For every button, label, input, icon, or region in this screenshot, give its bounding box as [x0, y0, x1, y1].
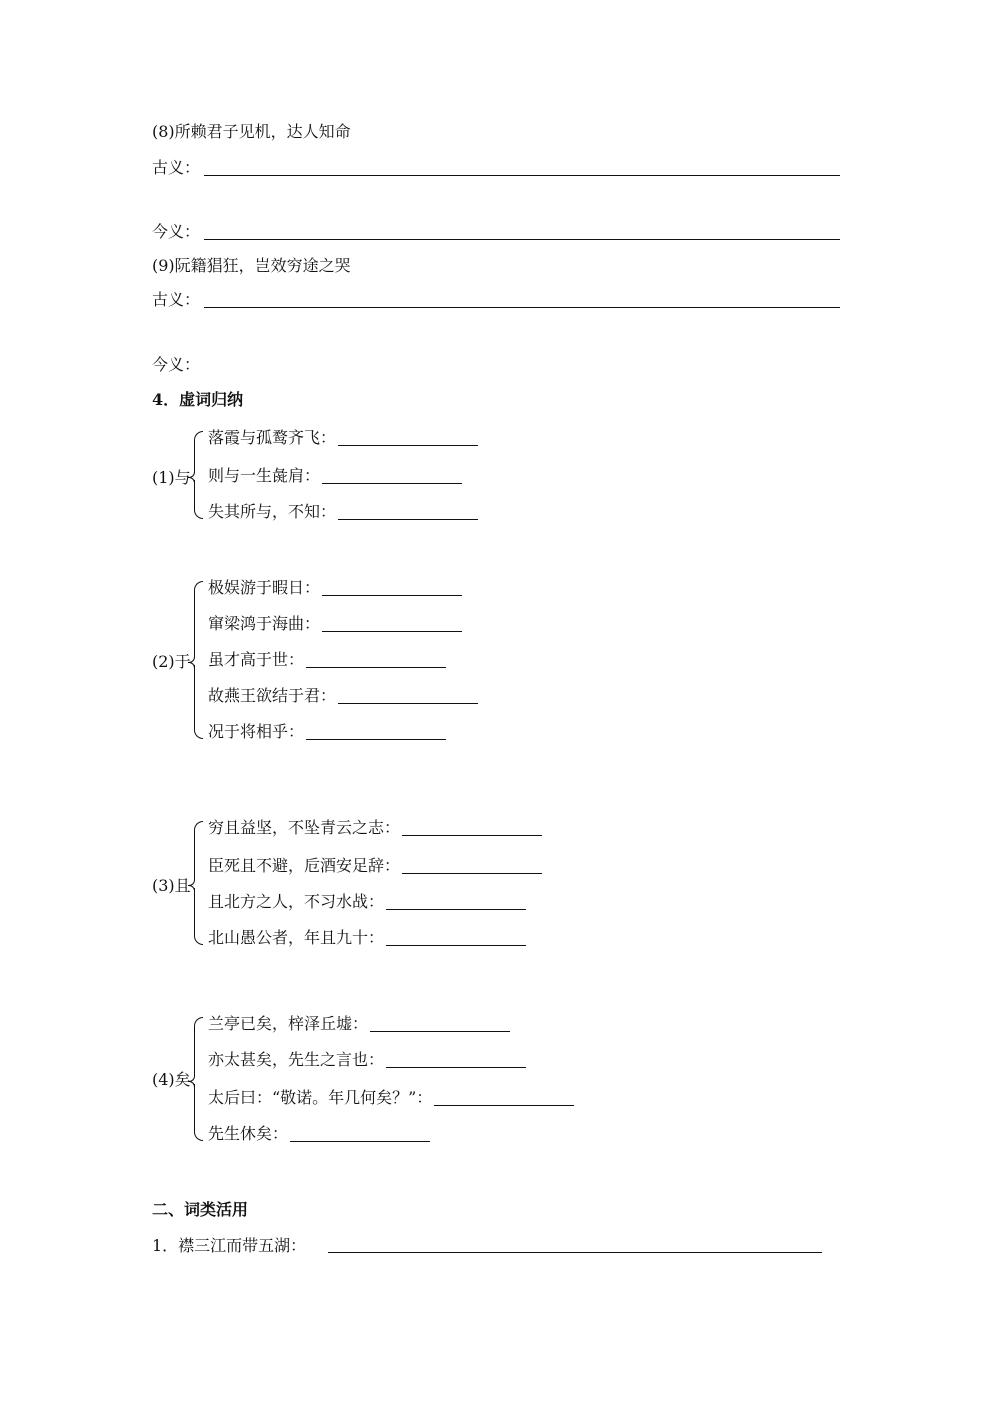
answer-blank[interactable]	[338, 703, 478, 704]
group-item: 太后曰：“敬诺。年几何矣？”：	[208, 1088, 574, 1108]
group-label: (3)且	[152, 876, 191, 895]
group-item: 兰亭已矣，梓泽丘墟：	[208, 1014, 510, 1034]
answer-blank[interactable]	[402, 873, 542, 874]
group-label: (4)矣	[152, 1070, 191, 1089]
answer-blank[interactable]	[322, 483, 462, 484]
answer-blank[interactable]	[434, 1105, 574, 1106]
q8-ancient-meaning-label: 古义：	[152, 158, 201, 177]
group-item: 先生休矣：	[208, 1124, 430, 1144]
group-item: 落霞与孤鹜齐飞：	[208, 428, 478, 448]
answer-blank[interactable]	[370, 1031, 510, 1032]
question-8-sentence: (8)所赖君子见机，达人知命	[152, 122, 351, 141]
answer-blank[interactable]	[306, 667, 446, 668]
answer-blank[interactable]	[402, 835, 542, 836]
q8-ancient-meaning-blank[interactable]	[204, 175, 840, 176]
q9-ancient-meaning-label: 古义：	[152, 290, 201, 309]
group-item: 亦太甚矣，先生之言也：	[208, 1050, 526, 1070]
brace-icon	[190, 431, 200, 519]
group-item: 虽才高于世：	[208, 650, 446, 670]
q9-modern-meaning-label: 今义：	[152, 355, 201, 374]
group-item: 故燕王欲结于君：	[208, 686, 478, 706]
q8-modern-meaning-blank[interactable]	[204, 239, 840, 240]
answer-blank[interactable]	[306, 739, 446, 740]
q9-ancient-meaning-blank[interactable]	[204, 307, 840, 308]
brace-icon	[190, 1017, 200, 1141]
group-item: 失其所与，不知：	[208, 502, 478, 522]
group-label: (1)与	[152, 468, 191, 487]
answer-blank[interactable]	[322, 595, 462, 596]
answer-blank[interactable]	[386, 909, 526, 910]
group-label: (2)于	[152, 652, 191, 671]
section-4-title: 4．虚词归纳	[152, 390, 244, 409]
group-item: 极娱游于暇日：	[208, 578, 462, 598]
answer-blank[interactable]	[290, 1141, 430, 1142]
brace-icon	[190, 821, 200, 945]
q1-answer-blank[interactable]	[328, 1252, 822, 1253]
group-item: 臣死且不避，卮酒安足辞：	[208, 856, 542, 876]
answer-blank[interactable]	[338, 519, 478, 520]
answer-blank[interactable]	[338, 445, 478, 446]
group-item: 且北方之人，不习水战：	[208, 892, 526, 912]
question-1-sentence: 1．襟三江而带五湖：	[152, 1236, 307, 1255]
answer-blank[interactable]	[386, 1067, 526, 1068]
section-2-title: 二、词类活用	[152, 1200, 249, 1219]
group-item: 则与一生彘肩：	[208, 466, 462, 486]
group-item: 况于将相乎：	[208, 722, 446, 742]
q8-modern-meaning-label: 今义：	[152, 222, 201, 241]
answer-blank[interactable]	[322, 631, 462, 632]
group-item: 窜梁鸿于海曲：	[208, 614, 462, 634]
group-item: 穷且益坚，不坠青云之志：	[208, 818, 542, 838]
question-9-sentence: (9)阮籍猖狂，岂效穷途之哭	[152, 256, 351, 275]
brace-icon	[190, 581, 200, 739]
group-item: 北山愚公者，年且九十：	[208, 928, 526, 948]
answer-blank[interactable]	[386, 945, 526, 946]
